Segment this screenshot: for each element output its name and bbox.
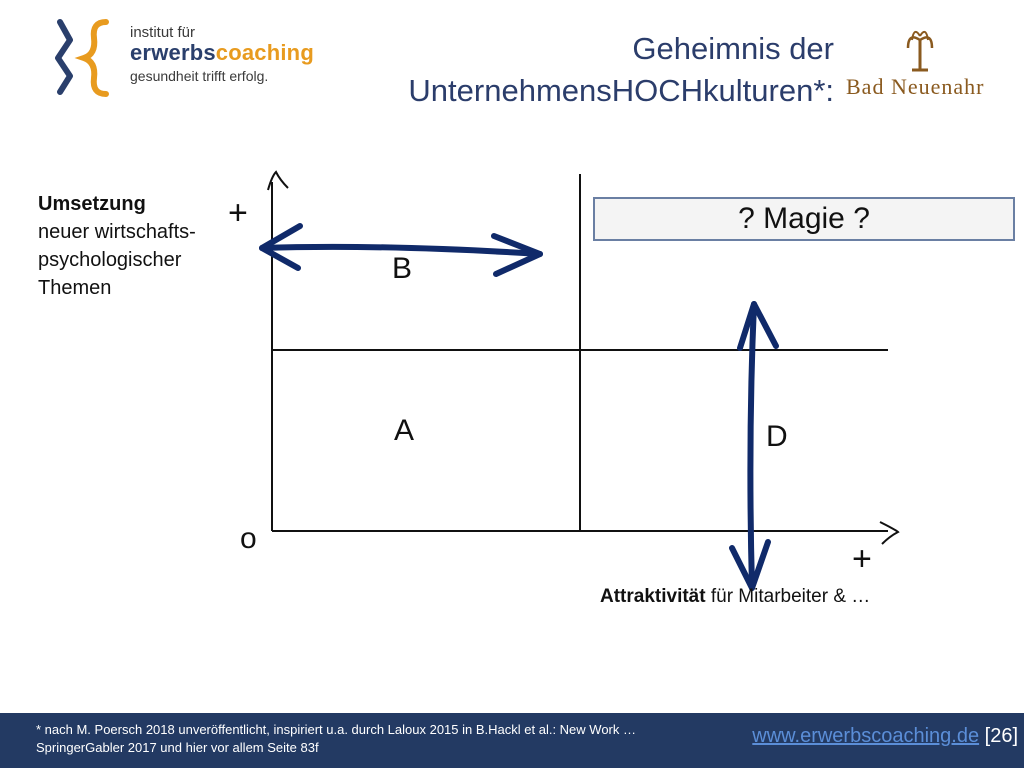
y-axis-label: Umsetzung neuer wirtschafts- psychologischer Themen <box>38 193 196 299</box>
title-line-1: Geheimnis der <box>632 31 834 66</box>
website-link[interactable]: www.erwerbscoaching.de <box>752 725 980 747</box>
quadrant-label-d: D <box>766 420 788 453</box>
footer-right <box>752 725 1018 748</box>
y-axis-plus-marker: + <box>228 194 248 232</box>
x-axis-plus-marker: + <box>852 540 872 578</box>
title-line-2: UnternehmensHOCHkulturen*: <box>408 73 834 108</box>
logo-text-erwerbscoaching: erwerbscoaching <box>130 40 314 65</box>
logo-text-institut: institut für <box>130 24 196 41</box>
footer-bar <box>0 713 1024 768</box>
logo-tagline: gesundheit trifft erfolg. <box>130 68 269 84</box>
page-number: [26] <box>979 725 1018 747</box>
quadrant-label-b: B <box>392 252 413 285</box>
origin-marker: o <box>240 522 257 555</box>
town-logo-text: Bad Neuenahr <box>846 74 985 99</box>
x-axis-arrowhead <box>880 522 898 544</box>
quadrant-label-a: A <box>394 414 415 447</box>
magic-box: ? Magie ? <box>593 197 1015 241</box>
footnote: * nach M. Poersch 2018 unveröffentlicht, inspiriert u.a. durch Laloux 2015 in B.Hackl et al.: New Work … SpringerGabler 2017 und hier vor allem Seite 83f <box>36 722 636 755</box>
x-axis-label: Attraktivität für Mitarbeiter & … <box>600 586 871 607</box>
